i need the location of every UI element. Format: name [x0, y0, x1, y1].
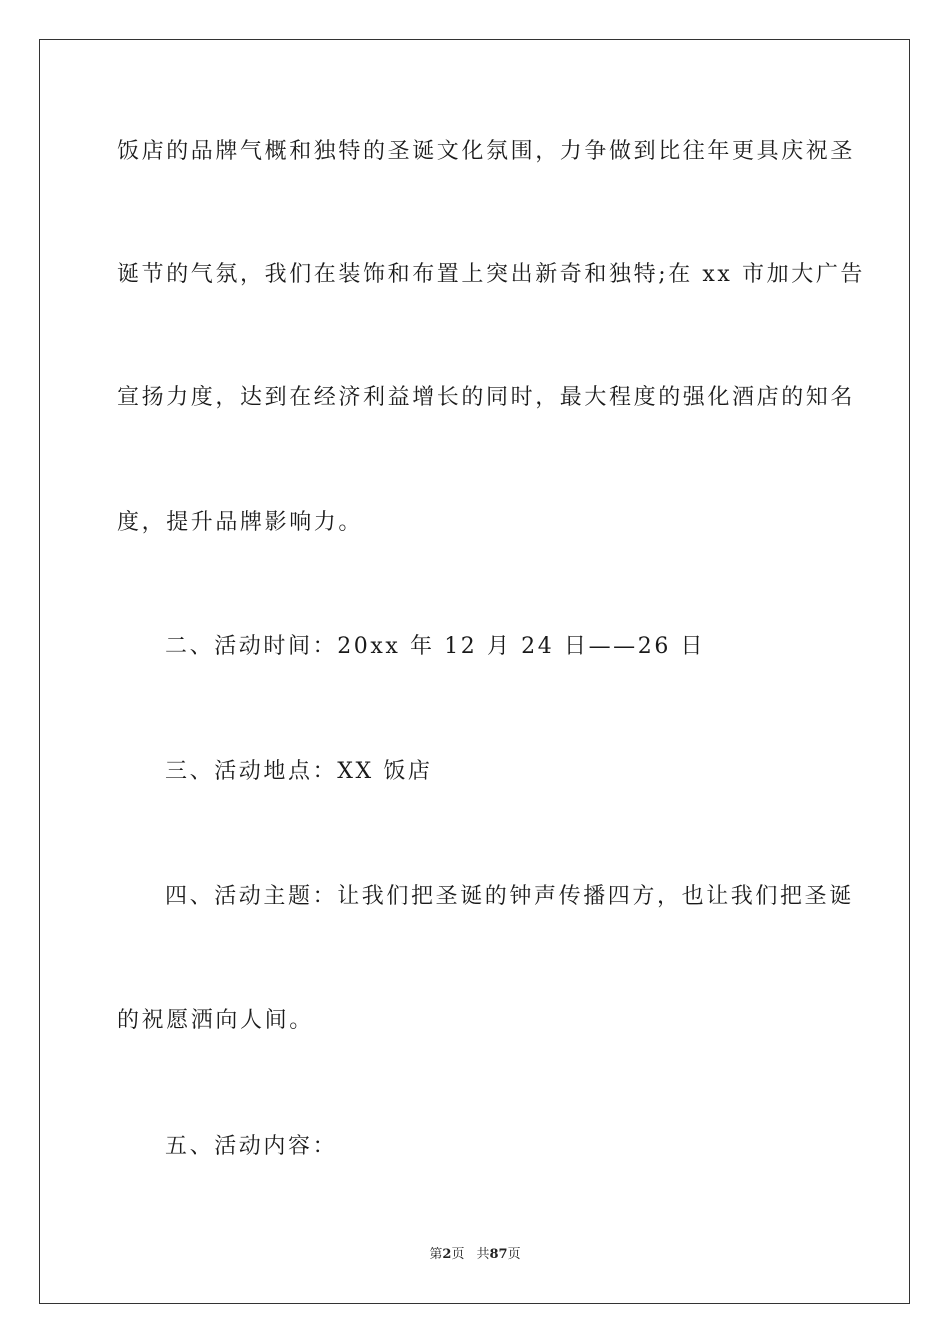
section-activity-theme: 四、活动主题：让我们把圣诞的钟声传播四方，也让我们把圣诞: [165, 884, 854, 909]
total-pages: 87: [489, 1247, 508, 1262]
section-activity-location: 三、活动地点：XX 饭店: [165, 759, 433, 784]
total-suffix: 页: [507, 1247, 521, 1262]
body-text-line: 度，提升品牌影响力。: [117, 510, 364, 535]
page-suffix: 页: [451, 1247, 465, 1262]
section-activity-time: 二、活动时间：20xx 年 12 月 24 日——26 日: [165, 634, 706, 659]
page-number: 2: [442, 1247, 452, 1262]
page-prefix: 第: [429, 1247, 443, 1262]
body-text-line: 诞节的气氛，我们在装饰和布置上突出新奇和独特;在 xx 市加大广告: [117, 262, 866, 287]
page-footer: [0, 1246, 950, 1264]
total-prefix: 共: [476, 1247, 490, 1262]
section-activity-content: 五、活动内容：: [165, 1134, 338, 1159]
body-text-line: 的祝愿洒向人间。: [117, 1008, 314, 1033]
body-text-line: 宣扬力度，达到在经济利益增长的同时，最大程度的强化酒店的知名: [117, 385, 856, 410]
body-text-line: 饭店的品牌气概和独特的圣诞文化氛围，力争做到比往年更具庆祝圣: [117, 139, 856, 164]
page-border: [39, 39, 910, 1304]
